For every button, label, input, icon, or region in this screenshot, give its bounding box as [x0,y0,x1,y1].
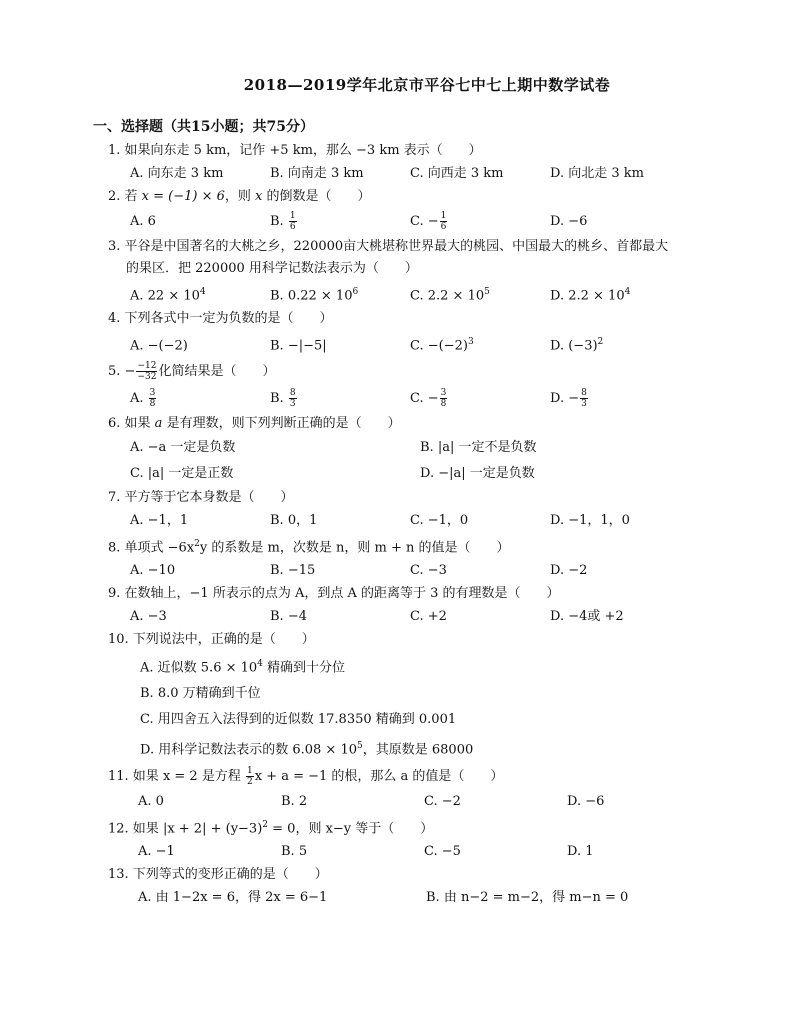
option-b: B. −4 [270,608,307,624]
section-heading: 一、选择题（共15小题；共75分） [93,119,314,135]
option-d: D. 向北走 3 km [550,166,644,181]
question-8 [108,533,728,583]
option-b: B. 5 [281,843,308,859]
option-d: D. −1，1，0 [550,512,630,528]
option-c: C. − $\frac{1}{6}$ [410,211,447,232]
option-b: B. −15 [270,562,316,578]
option-b: B. $\frac{8}{3}$ [270,387,296,409]
option-c: C. − $\frac{3}{8}$ [410,387,447,409]
question-stem-line-1: 3. 平谷是中国著名的大桃之乡，220000亩大桃堪称世界最大的桃园、中国最大的桃乡、首都最大 [108,239,669,254]
option-b: B. $\frac{1}{6}$ [270,211,296,232]
question-stem: 10. 下列说法中，正确的是（ ） [108,631,315,647]
option-d: D. −6 [567,793,605,809]
fraction: $\frac{1}{6}$ [289,211,296,232]
option-c: C. −3 [410,562,447,578]
option-row [108,605,728,629]
question-3 [108,236,728,308]
question-stem: 2. 若 x = (−1) × 6，则 x 的倒数是（ ） [108,189,371,204]
option-c: C. $2.2 \times 10^5$ [410,287,490,304]
option-row [108,385,728,413]
question-4 [108,308,728,358]
option-row [108,435,728,461]
option-c: C. 向西走 3 km [410,166,504,181]
question-1 [108,140,728,186]
option-c: C. $-(-2)^3$ [410,337,474,354]
option-row [108,790,728,814]
question-12 [108,814,728,864]
option-c: C. −5 [424,843,461,859]
option-d: D. 用科学记数法表示的数 $6.08 \times 10^5$，其原数是 68000 [140,741,474,758]
option-b: B. 向南走 3 km [270,166,364,181]
option-a: A. −1 [138,843,175,859]
option-b: B. 8.0 万精确到千位 [140,686,261,702]
option-row [108,461,728,487]
option-a: A. 近似数 $5.6 \times 10^4$ 精确到十分位 [140,658,346,676]
option-row [108,886,728,910]
option-d: D. −4或 +2 [550,608,624,624]
question-stem: 5. − $\frac{-12}{-32}$ 化简结果是（ ） [108,360,276,382]
fraction: $\frac{1}{2}$ [246,765,253,787]
question-7 [108,487,728,533]
option-a: A. −1，1 [130,512,189,528]
option-a: A. 6 [130,214,156,229]
question-stem: 9. 在数轴上，−1 所表示的点为 A，到点 A 的距离等于 3 的有理数是（ ） [108,585,560,601]
option-b: B. 0，1 [270,512,318,528]
fraction: $\frac{-12}{-32}$ [137,360,157,382]
option-a: A. 由 1−2x = 6，得 2x = 6−1 [138,889,328,905]
option-a: A. −10 [130,562,176,578]
question-6 [108,413,728,487]
option-row [108,162,728,186]
question-2 [108,186,728,236]
option-d: D. −|a| 一定是负数 [420,465,535,481]
question-stem: 13. 下列等式的变形正确的是（ ） [108,866,328,882]
option-c: C. −1，0 [410,512,469,528]
question-stem: 11. 如果 x = 2 是方程 $\frac{1}{2}$ x + a = −1 的根，那么 a 的值是（ ） [108,765,504,787]
option-row [108,330,728,358]
fraction: $\frac{1}{6}$ [440,211,447,232]
question-5 [108,359,728,413]
option-d: D. 1 [567,843,594,859]
question-stem: 7. 平方等于它本身数是（ ） [108,489,294,505]
option-d: D. −2 [550,562,588,578]
question-stem: 1. 如果向东走 5 km，记作 +5 km，那么 −3 km 表示（ ） [108,143,482,158]
option-c: C. +2 [410,608,447,624]
exam-title: 2018—2019学年北京市平谷七中七上期中数学试卷 [243,76,611,94]
equation: x = (−1) × 6 [141,189,225,204]
option-row [108,559,728,583]
option-b: B. −|−5| [270,338,327,354]
option-row [108,208,728,236]
option-row [108,840,728,864]
option-c: C. 用四舍五入法得到的近似数 17.8350 精确到 0.001 [140,712,457,728]
option-d: D. −6 [550,214,588,229]
option-a: A. $\frac{3}{8}$ [130,387,156,409]
question-9 [108,583,728,629]
option-column [108,651,728,764]
option-b: B. $0.22 \times 10^6$ [270,287,359,304]
question-stem: 4. 下列各式中一定为负数的是（ ） [108,311,333,327]
question-stem: 6. 如果 a 是有理数，则下列判断正确的是（ ） [108,415,401,431]
question-13 [108,864,728,910]
option-a: A. −a 一定是负数 [130,439,236,455]
question-list [108,140,728,910]
option-b: B. |a| 一定不是负数 [420,439,537,455]
option-b: B. 由 n−2 = m−2，得 m−n = 0 [426,889,629,905]
question-stem-line-2: 的果区．把 220000 用科学记数法表示为（ ） [126,261,418,276]
question-11 [108,764,728,814]
option-c: C. −2 [424,793,461,809]
question-stem: 12. 如果 $|x + 2| + (y-3)^2 = 0$，则 x−y 等于（ ） [108,819,434,836]
option-a: A. −3 [130,608,167,624]
question-stem: 8. 单项式 $-6x^2y$ 的系数是 m，次数是 n，则 m + n 的值是（ ） [108,538,510,555]
option-d: D. $2.2 \times 10^4$ [550,287,631,304]
option-d: D. − $\frac{8}{3}$ [550,387,587,409]
option-a: A. $22 \times 10^4$ [130,287,206,304]
option-d: D. $(-3)^2$ [550,337,604,354]
option-row [108,509,728,533]
option-b: B. 2 [281,793,308,809]
option-c: C. |a| 一定是正数 [130,465,234,481]
option-a: A. 0 [138,793,164,809]
option-a: A. 向东走 3 km [130,166,224,181]
option-a: A. −(−2) [130,338,188,354]
question-10 [108,629,728,764]
option-row [108,280,728,308]
